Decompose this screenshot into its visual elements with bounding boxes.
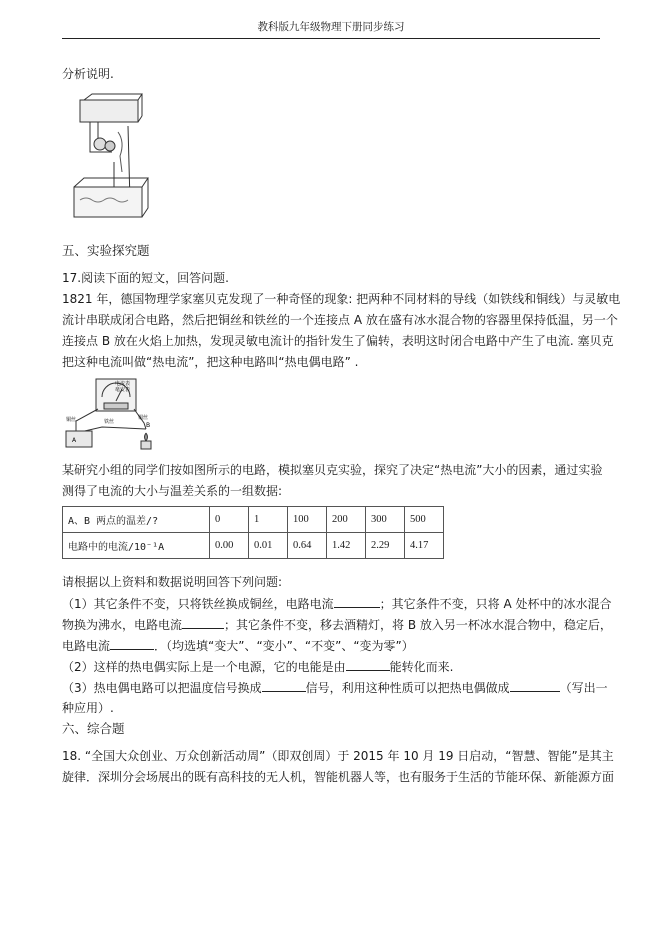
q17-part2-text-a: （2）这样的热电偶实际上是一个电源，它的电能是由 xyxy=(62,660,346,674)
q17-part3-line1 xyxy=(62,679,608,696)
header-title: 教科版九年级物理下册同步练习 xyxy=(257,21,405,33)
q17-part3-text-c: （写出一 xyxy=(559,681,608,695)
table-row-label: A、B 两点的温差/? xyxy=(63,507,210,533)
q17-study-line-2: 测得了电流的大小与温差关系的一组数据: xyxy=(62,484,283,498)
q18-line-1: 18. “全国大众创业、万众创新活动周”（即双创周）于 2015 年 10 月 19 日启动，“智慧、智能”是其主 xyxy=(62,749,614,763)
analyze-text: 分析说明. xyxy=(62,67,114,81)
q17-study-line-1: 某研究小组的同学们按如图所示的电路，模拟塞贝克实验，探究了决定“热电流”大小的因素，通过实验 xyxy=(62,463,603,477)
q17-part2 xyxy=(62,658,453,675)
q17-para-line-4: 把这种电流叫做“热电流”，把这种电路叫“热电偶电路” . xyxy=(62,355,359,369)
q17-ask: 请根据以上资料和数据说明回答下列问题: xyxy=(62,575,283,589)
copper-wire-label-2: 铜丝 xyxy=(138,415,149,421)
answer-blank-4[interactable] xyxy=(346,658,390,671)
table-row xyxy=(63,507,444,533)
answer-blank-1[interactable] xyxy=(334,595,380,608)
table-cell: 300 xyxy=(366,507,405,533)
answer-blank-2[interactable] xyxy=(182,616,224,629)
q17-part3-line2: 种应用）. xyxy=(62,701,114,715)
table-cell: 200 xyxy=(327,507,366,533)
table-cell: 2.29 xyxy=(366,533,405,559)
answer-blank-6[interactable] xyxy=(510,679,560,692)
point-a-label: A xyxy=(72,437,77,444)
thermocouple-figure xyxy=(62,377,158,451)
iron-wire-label: 铁丝 xyxy=(104,419,115,425)
table-cell: 0.01 xyxy=(249,533,288,559)
q17-part1-line2 xyxy=(62,616,612,633)
q17-part1-line1 xyxy=(62,595,611,612)
page-header xyxy=(62,17,600,39)
q18-line-2: 旋律．深圳分会场展出的既有高科技的无人机，智能机器人等，也有服务于生活的节能环保、新能源方面 xyxy=(62,770,615,784)
table-cell: 0 xyxy=(210,507,249,533)
q17-part1-text-e: 电路电流 xyxy=(62,639,111,653)
section-6-title: 六、综合题 xyxy=(62,721,125,736)
data-table xyxy=(62,506,444,559)
q17-part3-text-b: 信号，利用这种性质可以把热电偶做成 xyxy=(305,681,510,695)
table-cell: 1 xyxy=(249,507,288,533)
meter-label-2: 毫安表 xyxy=(115,387,131,393)
q17-part2-text-b: 能转化而来. xyxy=(389,660,454,674)
q17-part1-text-c: 物换为沸水，电路电流 xyxy=(62,618,183,632)
table-cell: 0.00 xyxy=(210,533,249,559)
q17-para-line-2: 流计串联成闭合电路，然后把铜丝和铁丝的一个连接点 A 放在盛有冰水混合物的容器里保持低温，另一个 xyxy=(62,313,618,327)
table-row xyxy=(63,533,444,559)
meter-label: 电流表 xyxy=(115,381,131,387)
table-cell: 0.64 xyxy=(288,533,327,559)
apparatus-figure xyxy=(70,92,152,226)
section-5-title: 五、实验探究题 xyxy=(62,243,150,258)
q17-part1-text-b: ；其它条件不变，只将 A 处杯中的冰水混合 xyxy=(379,597,612,611)
q17-para-line-1: 1821 年，德国物理学家塞贝克发现了一种奇怪的现象: 把两种不同材料的导线（如铁线和铜线）与灵敏电 xyxy=(62,292,621,306)
answer-blank-3[interactable] xyxy=(110,637,154,650)
q17-part1-text-a: （1）其它条件不变，只将铁丝换成铜丝，电路电流 xyxy=(62,597,334,611)
answer-blank-5[interactable] xyxy=(262,679,306,692)
table-cell: 100 xyxy=(288,507,327,533)
q17-para-line-3: 连接点 B 放在火焰上加热，发现灵敏电流计的指针发生了偏转，表明这时闭合电路中产生了电流. 塞贝克 xyxy=(62,334,614,348)
copper-wire-label-1: 铜丝 xyxy=(66,417,77,423)
table-cell: 1.42 xyxy=(327,533,366,559)
q17-part1-line3 xyxy=(62,637,414,654)
table-cell: 4.17 xyxy=(405,533,444,559)
table-cell: 500 xyxy=(405,507,444,533)
q17-stem: 17.阅读下面的短文，回答问题. xyxy=(62,271,229,285)
q17-part3-text-a: （3）热电偶电路可以把温度信号换成 xyxy=(62,681,262,695)
q17-part1-text-f: ．（均选填“变大”、“变小”、“不变”、“变为零”） xyxy=(154,639,414,653)
point-b-label: B xyxy=(146,422,151,429)
q17-part1-text-d: ；其它条件不变，移去酒精灯，将 B 放入另一杯冰水混合物中，稳定后， xyxy=(224,618,612,632)
table-row-label: 电路中的电流/10⁻¹A xyxy=(63,533,210,559)
